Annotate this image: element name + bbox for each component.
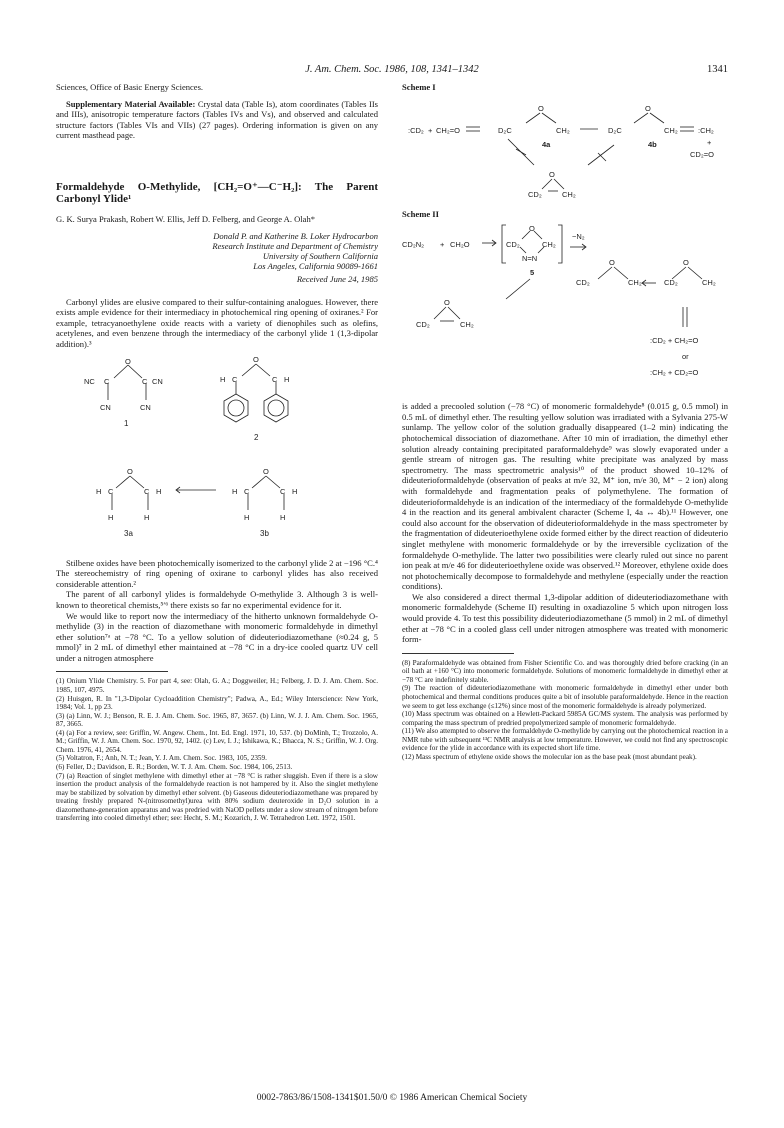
hydrogen-label: H [96, 486, 102, 496]
scheme-1-figure [402, 93, 728, 203]
ring-ch2-label: CH₂ [460, 320, 474, 330]
footnote: (2) Huisgen, R. In "1,3-Dipolar Cycloaddition Chemistry"; Padwa, A., Ed.; Wiley Interscience: New York, 1984; Vol. 1, pp 23. [56, 694, 378, 712]
oxygen-label: O [538, 103, 544, 113]
affiliation [56, 231, 378, 285]
ring-ch2-label: CH₂ [562, 189, 576, 199]
footnote: (7) (a) Reaction of singlet methylene with dimethyl ether at −78 °C is rather sluggish. Even if there is a slow insertion the product analysis of the formaldehyde reaction is not hampered by it. Also the singlet methylene may be stabilized by solvation by dimethyl ether solvent. (b) Gaseous dideuteriodiazomethane was prepared by treating freshly prepared N-(nitrosomethyl)urea with 80% sodium deuteroxide in D₂O solution in a diazomethane-generation apparatus and was predried with NaOD pellets under a slow stream of nitrogen before transferring into cooled dimethyl ether; see: Hecht, S. M.; Kozarich, J. W. Tetrahedron Lett. 1972, 1501. [56, 771, 378, 823]
results-paragraph: is added a precooled solution (−78 °C) of monomeric formaldehyde⁸ (0.015 g, 0.5 mmol) in 0.5 mL of dimethyl ether. The resulting yellow solution was irradiated with a Sylvania 275-W sunlamp. The yellow color of the solution gradually disappeared (1–2 min) indicating the photochemical dissociation of diazomethane. After 10 min of irradiation, the dimethyl ether solution already containing precipitated paraformaldehyde⁹ was slowly evaporated under a gentle stream of nitrogen gas. The resulting white precipitate was analyzed by mass spectrometry. The mass spectrometric analysis¹⁰ of the product showed 10–12% of dideuterioformaldehyde (observation of peaks at m/e 32, M⁺ ion, m/e 30, M⁺ − 2 ion) along with formaldehyde and fragmentation peaks of polymethylene. The formation of dideuterioformaldehyde is an indication of the intermediacy of the formaldehyde O-methylide 4 in the reaction and its general ambivalent character (Scheme I, 4a ↔ 4b).¹¹ However, one could also account for the observation of dideuterioformaldehyde in the mass spectrometer by the fragmentation of dideuterioethylene oxide formed either by the direct reaction of dideuterio singlet methylene with monomeric formaldehyde or by the irreversible cyclization of the formaldehyde O-methylide. The latter two possibilities were clearly ruled out since no parent ion peak at m/e 46 for dideuterioethylene oxide was observed.¹² Moreover, ethylene oxide does not photochemically decompose to formaldehyde and methylene (especially under the reaction conditions). [402, 401, 728, 592]
intro-paragraph: Carbonyl ylides are elusive compared to their sulfur-containing analogues. However, there exists ample evidence for their intermediacy in photochemical ring opening of oxiranes.² For example, tetracyanoethylene oxide reacts with a variety of dienophiles such as olefins, acetylenes, and even benzene through the intermediacy of the carbonyl ylide 1 (1,3-dipolar addition).³ [56, 296, 378, 349]
label-5: 5 [530, 268, 535, 278]
footnote: (12) Mass spectrum of ethylene oxide shows the molecular ion as the base peak (most abundant peak). [402, 752, 697, 761]
hydrogen-label: H [108, 512, 114, 522]
hydrogen-label: H [220, 374, 226, 384]
ring-oxygen-label: O [444, 298, 450, 308]
carbon-label: C [232, 374, 238, 384]
carbon-label: C [108, 486, 114, 496]
affiliation-line: Donald P. and Katherine B. Loker Hydrocarbon [213, 230, 378, 241]
left-column [56, 82, 378, 823]
oxygen-label: O [683, 258, 689, 268]
footnote: (1) Onium Ylide Chemistry. 5. For part 4, see: Olah, G. A.; Doggweiler, H.; Felberg, J. D. J. Am. Chem. Soc. 1985, 107, 4975. [56, 677, 378, 695]
oxygen-label: O [645, 103, 651, 113]
formaldehyde-label: CH₂=O [436, 125, 460, 135]
footnote: (11) We also attempted to observe the formaldehyde O-methylide by carrying out the photochemical reaction in a NMR tube with subsequent ¹³C NMR analysis at low temperature. However, we could not find any spectroscopic evidence for the ylide in accordance with its expected short life time. [402, 727, 728, 753]
footnote: (6) Feller, D.; Davidson, E. R.; Borden, W. T. J. Am. Chem. Soc. 1984, 106, 2513. [56, 762, 293, 771]
nitrile-label: CN [100, 402, 111, 412]
carbene-label: :CD₂ [408, 125, 424, 135]
ylide-structures-figure [56, 350, 378, 558]
footnotes-right [402, 659, 728, 762]
formaldehyde-label: CH₂O [450, 240, 470, 250]
plus-sign: + [428, 125, 433, 135]
hydrogen-label: H [244, 512, 250, 522]
received-date: Received June 24, 1985 [296, 274, 378, 285]
journal-citation: J. Am. Chem. Soc. 1986, 108, 1341–1342 [305, 64, 479, 75]
page-footer: 0002-7863/86/1508-1341$01.50/0 © 1986 American Chemical Society [256, 1093, 528, 1103]
stilbene-paragraph: Stilbene oxides have been photochemically isomerized to the carbonyl ylide 2 at −196 °C.⁴ The stereochemistry of ring opening of oxirane to carbonyl ylides has also received considerable attention.² [56, 557, 378, 589]
ch2-label: CH₂ [664, 125, 678, 135]
nitrile-label: CN [152, 376, 163, 386]
d2c-label: D₂C [608, 125, 622, 135]
footnote: (5) Voltatron, F.; Anh, N. T.; Jean, Y. J. Am. Chem. Soc. 1983, 105, 2359. [56, 754, 267, 763]
oxygen-label: O [125, 356, 131, 366]
footnotes-left [56, 677, 378, 822]
carbene-label: :CH₂ [698, 125, 714, 135]
right-column [402, 82, 728, 761]
footnote: (10) Mass spectrum was obtained on a Hewlett-Packard 5985A GC/MS system. The analysis was performed by comparing the mass spectrum of predried prepolymerized sample of monomeric formaldehyde. [402, 710, 728, 727]
or-label: or [682, 352, 689, 362]
footnote-rule [402, 653, 514, 654]
nitrile-label: NC [84, 376, 95, 386]
experimental-paragraph: We would like to report now the intermediacy of the hitherto unknown formaldehyde O-methylide (3) in the reaction of diazomethane with monomeric formaldehyde in dimethyl ether solution⁷ᵃ at −78 °C. To a yellow solution of dideuteriodiazomethane (≈0.24 g, 5 mmol)⁷ in 2 mL of dimethyl ether maintained at −78 °C in a dry-ice cooled quartz UV cell under a nitrogen atmosphere [56, 610, 378, 663]
oxygen-label: O [263, 466, 269, 476]
carbon-label: C [104, 376, 110, 386]
cd2-label: CD₂ [576, 278, 590, 288]
footnote-rule [56, 671, 168, 672]
compound-number-3b: 3b [260, 528, 269, 538]
running-header [0, 64, 784, 75]
scheme-2-figure [402, 219, 728, 397]
cycloaddition-paragraph: We also considered a direct thermal 1,3-dipolar addition of dideuteriodiazomethane with monomeric formaldehyde (Scheme II) resulting in oxadiazoline 5 which upon nitrogen loss would provide 4. To test this possibility dideuteriodiazomethane (5 mmol) in 2 mL of dimethyl ether at −78 °C in a cooled glass cell under nitrogen atmosphere was treated with monomeric form- [402, 591, 728, 645]
d2c-label: D₂C [498, 125, 512, 135]
sponsor-line: Sciences, Office of Basic Energy Sciences. [56, 82, 204, 92]
oxygen-label: O [609, 258, 615, 268]
azo-label: N=N [522, 254, 538, 264]
oxygen-label: O [127, 466, 133, 476]
hydrogen-label: H [292, 486, 298, 496]
plus-sign: + [440, 240, 445, 250]
supplementary-text: Crystal data (Table Is), atom coordinates (Tables IIs and IIIs), anisotropic temperature factors (Tables IVs and Vs), and observed and calculated structure factors (Tables VIs and VIIs) (27 pages). Ordering information is given on any current masthead page. [56, 98, 378, 141]
oxygen-label: O [253, 354, 259, 364]
ch2-label: CH₂ [556, 125, 570, 135]
affiliation-line: Los Angeles, California 90089-1661 [253, 261, 378, 272]
scheme-2-title: Scheme II [402, 208, 439, 219]
footnote: (3) (a) Linn, W. J.; Benson, R. E. J. Am. Chem. Soc. 1965, 87, 3657. (b) Linn, W. J. J. Am. Chem. Soc. 1965, 87, 3665. [56, 711, 378, 729]
hydrogen-label: H [144, 512, 150, 522]
ring-cd2-label: CD₂ [416, 320, 430, 330]
oxygen-label: O [529, 224, 535, 234]
ch2-label: CH₂ [702, 278, 716, 288]
plus-sign: + [707, 137, 712, 147]
ch2-label: CH₂ [628, 278, 642, 288]
supplementary-paragraph [56, 99, 378, 141]
carbon-label: C [272, 374, 278, 384]
carbon-label: C [142, 376, 148, 386]
footnote: (8) Paraformaldehyde was obtained from Fisher Scientific Co. and was thoroughly dried before cracking (in an oil bath at +160 °C) into monomeric formaldehyde. Solutions of monomeric formaldehyde in dimethyl ether at −78 °C are indefinitely stable. [402, 658, 728, 684]
compound-number-3a: 3a [124, 528, 133, 538]
formaldehyde-label: CD₂=O [690, 149, 714, 159]
article-title: Formaldehyde O-Methylide, [CH₂=O⁺—C⁻H₂]: The Parent Carbonyl Ylide¹ [56, 180, 378, 206]
page-number: 1341 [707, 64, 728, 75]
parent-ylide-paragraph: The parent of all carbonyl ylides is formaldehyde O-methylide 3. Although 3 is well-known to theoretical chemists,⁵ʹ⁶ there exists so far no experimental evidence for it. [56, 589, 378, 610]
carbon-label: C [280, 486, 286, 496]
affiliation-line: Research Institute and Department of Chemistry [212, 240, 378, 251]
ring-cd2-label: CD₂ [528, 189, 542, 199]
hydrogen-label: H [284, 374, 290, 384]
compound-number-2: 2 [254, 432, 259, 442]
scheme-1-title: Scheme I [402, 82, 436, 92]
nitrile-label: CN [140, 402, 151, 412]
hydrogen-label: H [232, 486, 238, 496]
footnote: (4) (a) For a review, see: Griffin, W. Angew. Chem., Int. Ed. Engl. 1971, 10, 537. (b) DoMinh, T.; Trozzolo, A. M.; Griffin, W. J. Am. Chem. Soc. 1970, 92, 1402. (c) Lev, I. J.; Ishikawa, K.; Bhacca, N. S.; Griffin, W. J. Org. Chem. 1976, 41, 2654. [56, 728, 378, 754]
nitrogen-loss-label: −N₂ [572, 232, 585, 242]
label-4b: 4b [648, 139, 657, 149]
hydrogen-label: H [156, 486, 162, 496]
supplementary-lead: Supplementary Material Available: [66, 98, 196, 109]
compound-number-1: 1 [124, 418, 129, 428]
author-list: G. K. Surya Prakash, Robert W. Ellis, Jeff D. Felberg, and George A. Olah* [56, 213, 315, 224]
affiliation-line: University of Southern California [262, 250, 378, 261]
cd2-label: CD₂ [506, 240, 520, 250]
hydrogen-label: H [280, 512, 286, 522]
carbon-label: C [244, 486, 250, 496]
ring-oxygen-label: O [549, 169, 555, 179]
label-4a: 4a [542, 139, 551, 149]
products-line-2: :CH₂ + CD₂=O [650, 368, 699, 378]
ch2-label: CH₂ [542, 240, 556, 250]
diazomethane-label: CD₂N₂ [402, 240, 425, 250]
footnote: (9) The reaction of dideuteriodiazomethane with monomeric formaldehyde in dimethyl ether under both photochemical and thermal conditions produces quite a bit of insoluble paraformaldehyde. Hence in the reaction we seem to get less exchange (≤12%) since most of the monomeric formaldehyde is already polymerized. [402, 684, 728, 710]
cd2-label: CD₂ [664, 278, 678, 288]
carbon-label: C [144, 486, 150, 496]
products-line-1: :CD₂ + CH₂=O [650, 336, 699, 346]
